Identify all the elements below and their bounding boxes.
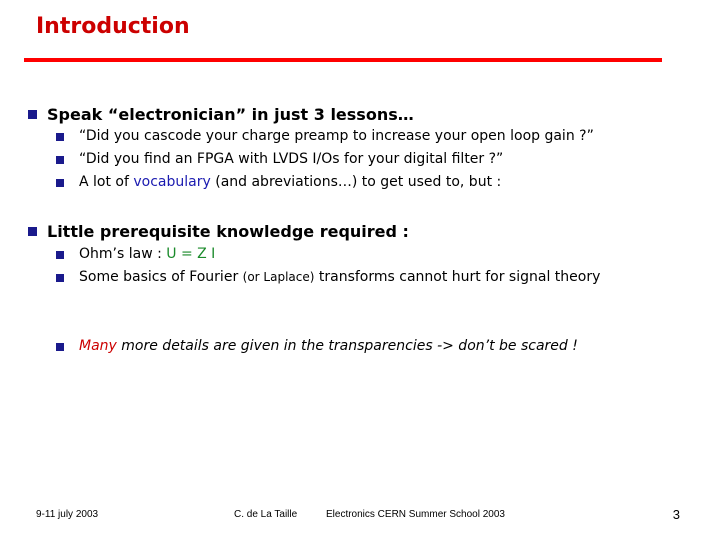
bullet-prerequisite: Little prerequisite knowledge required : (47, 222, 409, 241)
slide-title: Introduction (36, 14, 190, 39)
footer-date: 9-11 july 2003 (36, 509, 99, 520)
bullet-speak-electronician: Speak “electronician” in just 3 lessons… (47, 105, 414, 124)
ohm-equation: U = Z I (166, 246, 216, 262)
sub-bullet-ohms-law: Ohm’s law : U = Z I (79, 246, 216, 262)
bullet-square-icon (56, 343, 64, 351)
bullet-square-icon (28, 227, 37, 236)
vocabulary-word: vocabulary (133, 174, 211, 190)
sub-bullet-many-details: Many more details are given in the transparencies -> don’t be scared ! (79, 338, 578, 354)
page-number: 3 (672, 507, 680, 522)
footer-author: C. de La Taille (234, 509, 298, 520)
bullet-square-icon (56, 251, 64, 259)
sub-bullet-vocabulary: A lot of vocabulary (and abreviations…) to get used to, but : (79, 174, 502, 190)
sub-bullet-cascode: “Did you cascode your charge preamp to increase your open loop gain ?” (79, 128, 594, 144)
bullet-square-icon (56, 179, 64, 187)
sub-bullet-fourier: Some basics of Fourier (or Laplace) transforms cannot hurt for signal theory (79, 269, 601, 285)
bullet-square-icon (56, 274, 64, 282)
bullet-square-icon (56, 133, 64, 141)
bullet-square-icon (56, 156, 64, 164)
sub-bullet-fpga: “Did you find an FPGA with LVDS I/Os for your digital filter ?” (79, 151, 504, 167)
bullet-square-icon (28, 110, 37, 119)
footer-event: Electronics CERN Summer School 2003 (326, 509, 505, 520)
title-underline (24, 58, 662, 62)
